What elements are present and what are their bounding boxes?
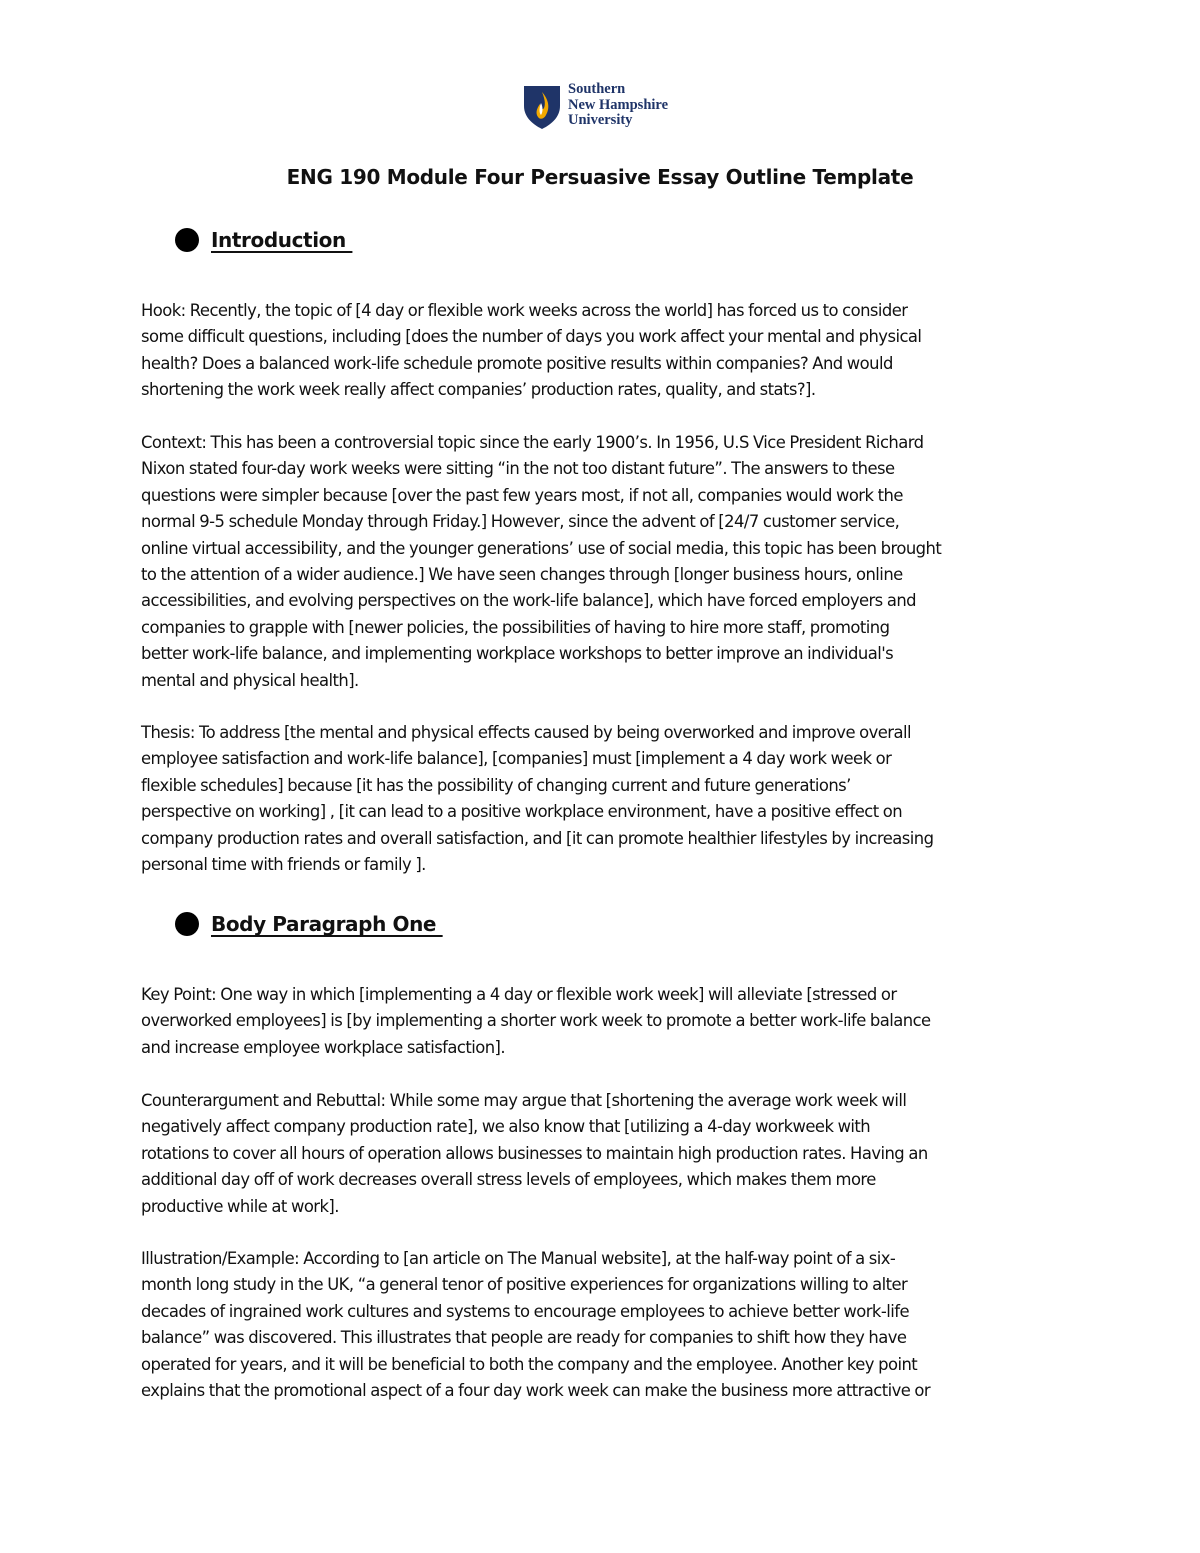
counterargument-paragraph: [141, 1088, 1061, 1220]
text-line: productive while at work].: [141, 1196, 339, 1216]
text-line: Key Point: One way in which [implementing a 4 day or flexible work week] will alleviate [stressed or: [141, 985, 897, 1004]
text-line: some difficult questions, including [does the number of days you work affect your mental and physical: [141, 327, 922, 347]
text-line: rotations to cover all hours of operation allows businesses to maintain high production rates. Having an: [141, 1143, 928, 1163]
text-line: Context: This has been a controversial topic since the early 1900’s. In 1956, U.S Vice President Richard: [141, 433, 924, 452]
text-line: Counterargument and Rebuttal: While some may argue that [shortening the average work week will: [141, 1091, 907, 1110]
text-line: to the attention of a wider audience.] We have seen changes through [longer business hours, online: [141, 565, 903, 585]
section-heading-introduction: [175, 225, 352, 255]
text-line: balance” was discovered. This illustrates that people are ready for companies to shift how they have: [141, 1328, 907, 1348]
bullet-icon: [175, 228, 199, 252]
university-logo: [522, 81, 692, 134]
text-line: and increase employee workplace satisfaction].: [141, 1037, 506, 1057]
document-title: ENG 190 Module Four Persuasive Essay Outline Template: [286, 165, 914, 189]
text-line: mental and physical health].: [141, 670, 359, 690]
text-line: additional day off of work decreases overall stress levels of employees, which makes them more: [141, 1170, 876, 1190]
hook-paragraph: [141, 298, 1061, 404]
text-line: decades of ingrained work cultures and systems to encourage employees to achieve better work-life: [141, 1301, 909, 1321]
text-line: employee satisfaction and work-life balance], [companies] must [implement a 4 day work week or: [141, 749, 892, 769]
text-line: Hook: Recently, the topic of [4 day or flexible work weeks across the world] has forced us to consider: [141, 301, 908, 320]
university-name: Southern New Hampshire University: [568, 81, 669, 128]
section-heading-body-one: [175, 909, 443, 939]
key-point-paragraph: [141, 982, 1061, 1061]
context-paragraph: [141, 430, 1061, 694]
heading-body-paragraph-one: Body Paragraph One: [211, 912, 443, 936]
text-line: Thesis: To address [the mental and physical effects caused by being overworked and improve overall: [141, 723, 911, 742]
text-line: online virtual accessibility, and the younger generations’ use of social media, this topic has been brought: [141, 538, 942, 558]
text-line: operated for years, and it will be beneficial to both the company and the employee. Another key point: [141, 1354, 918, 1374]
text-line: month long study in the UK, “a general tenor of positive experiences for organizations willing to alter: [141, 1275, 908, 1295]
text-line: Illustration/Example: According to [an article on The Manual website], at the half-way point of a six-: [141, 1249, 896, 1268]
text-line: shortening the work week really affect companies’ production rates, quality, and stats?].: [141, 380, 816, 400]
text-line: better work-life balance, and implementing workplace workshops to better improve an individual's: [141, 644, 894, 664]
bullet-icon: [175, 912, 199, 936]
text-line: negatively affect company production rate], we also know that [utilizing a 4-day workweek with: [141, 1117, 871, 1137]
thesis-paragraph: [141, 720, 1061, 878]
text-line: flexible schedules] because [it has the possibility of changing current and future generations’: [141, 775, 851, 795]
heading-introduction: Introduction: [211, 228, 353, 252]
text-line: company production rates and overall satisfaction, and [it can promote healthier lifestyles by increasing: [141, 828, 934, 848]
text-line: health? Does a balanced work-life schedule promote positive results within companies? And would: [141, 353, 893, 373]
text-line: questions were simpler because [over the past few years most, if not all, companies would work the: [141, 485, 903, 505]
text-line: accessibilities, and evolving perspectives on the work-life balance], which have forced employers and: [141, 591, 917, 611]
text-line: personal time with friends or family ].: [141, 855, 426, 875]
text-line: explains that the promotional aspect of a four day work week can make the business more attractive or: [141, 1381, 931, 1401]
text-line: overworked employees] is [by implementing a shorter work week to promote a better work-life balance: [141, 1011, 931, 1031]
illustration-paragraph: [141, 1246, 1061, 1404]
text-line: Nixon stated four-day work weeks were sitting “in the not too distant future”. The answers to these: [141, 459, 895, 479]
text-line: companies to grapple with [newer policies, the possibilities of having to hire more staff, promoting: [141, 617, 890, 637]
shield-flame-icon: [522, 84, 562, 130]
text-line: normal 9-5 schedule Monday through Friday.] However, since the advent of [24/7 customer service,: [141, 512, 900, 532]
text-line: perspective on working] , [it can lead to a positive workplace environment, have a positive effect on: [141, 802, 903, 822]
